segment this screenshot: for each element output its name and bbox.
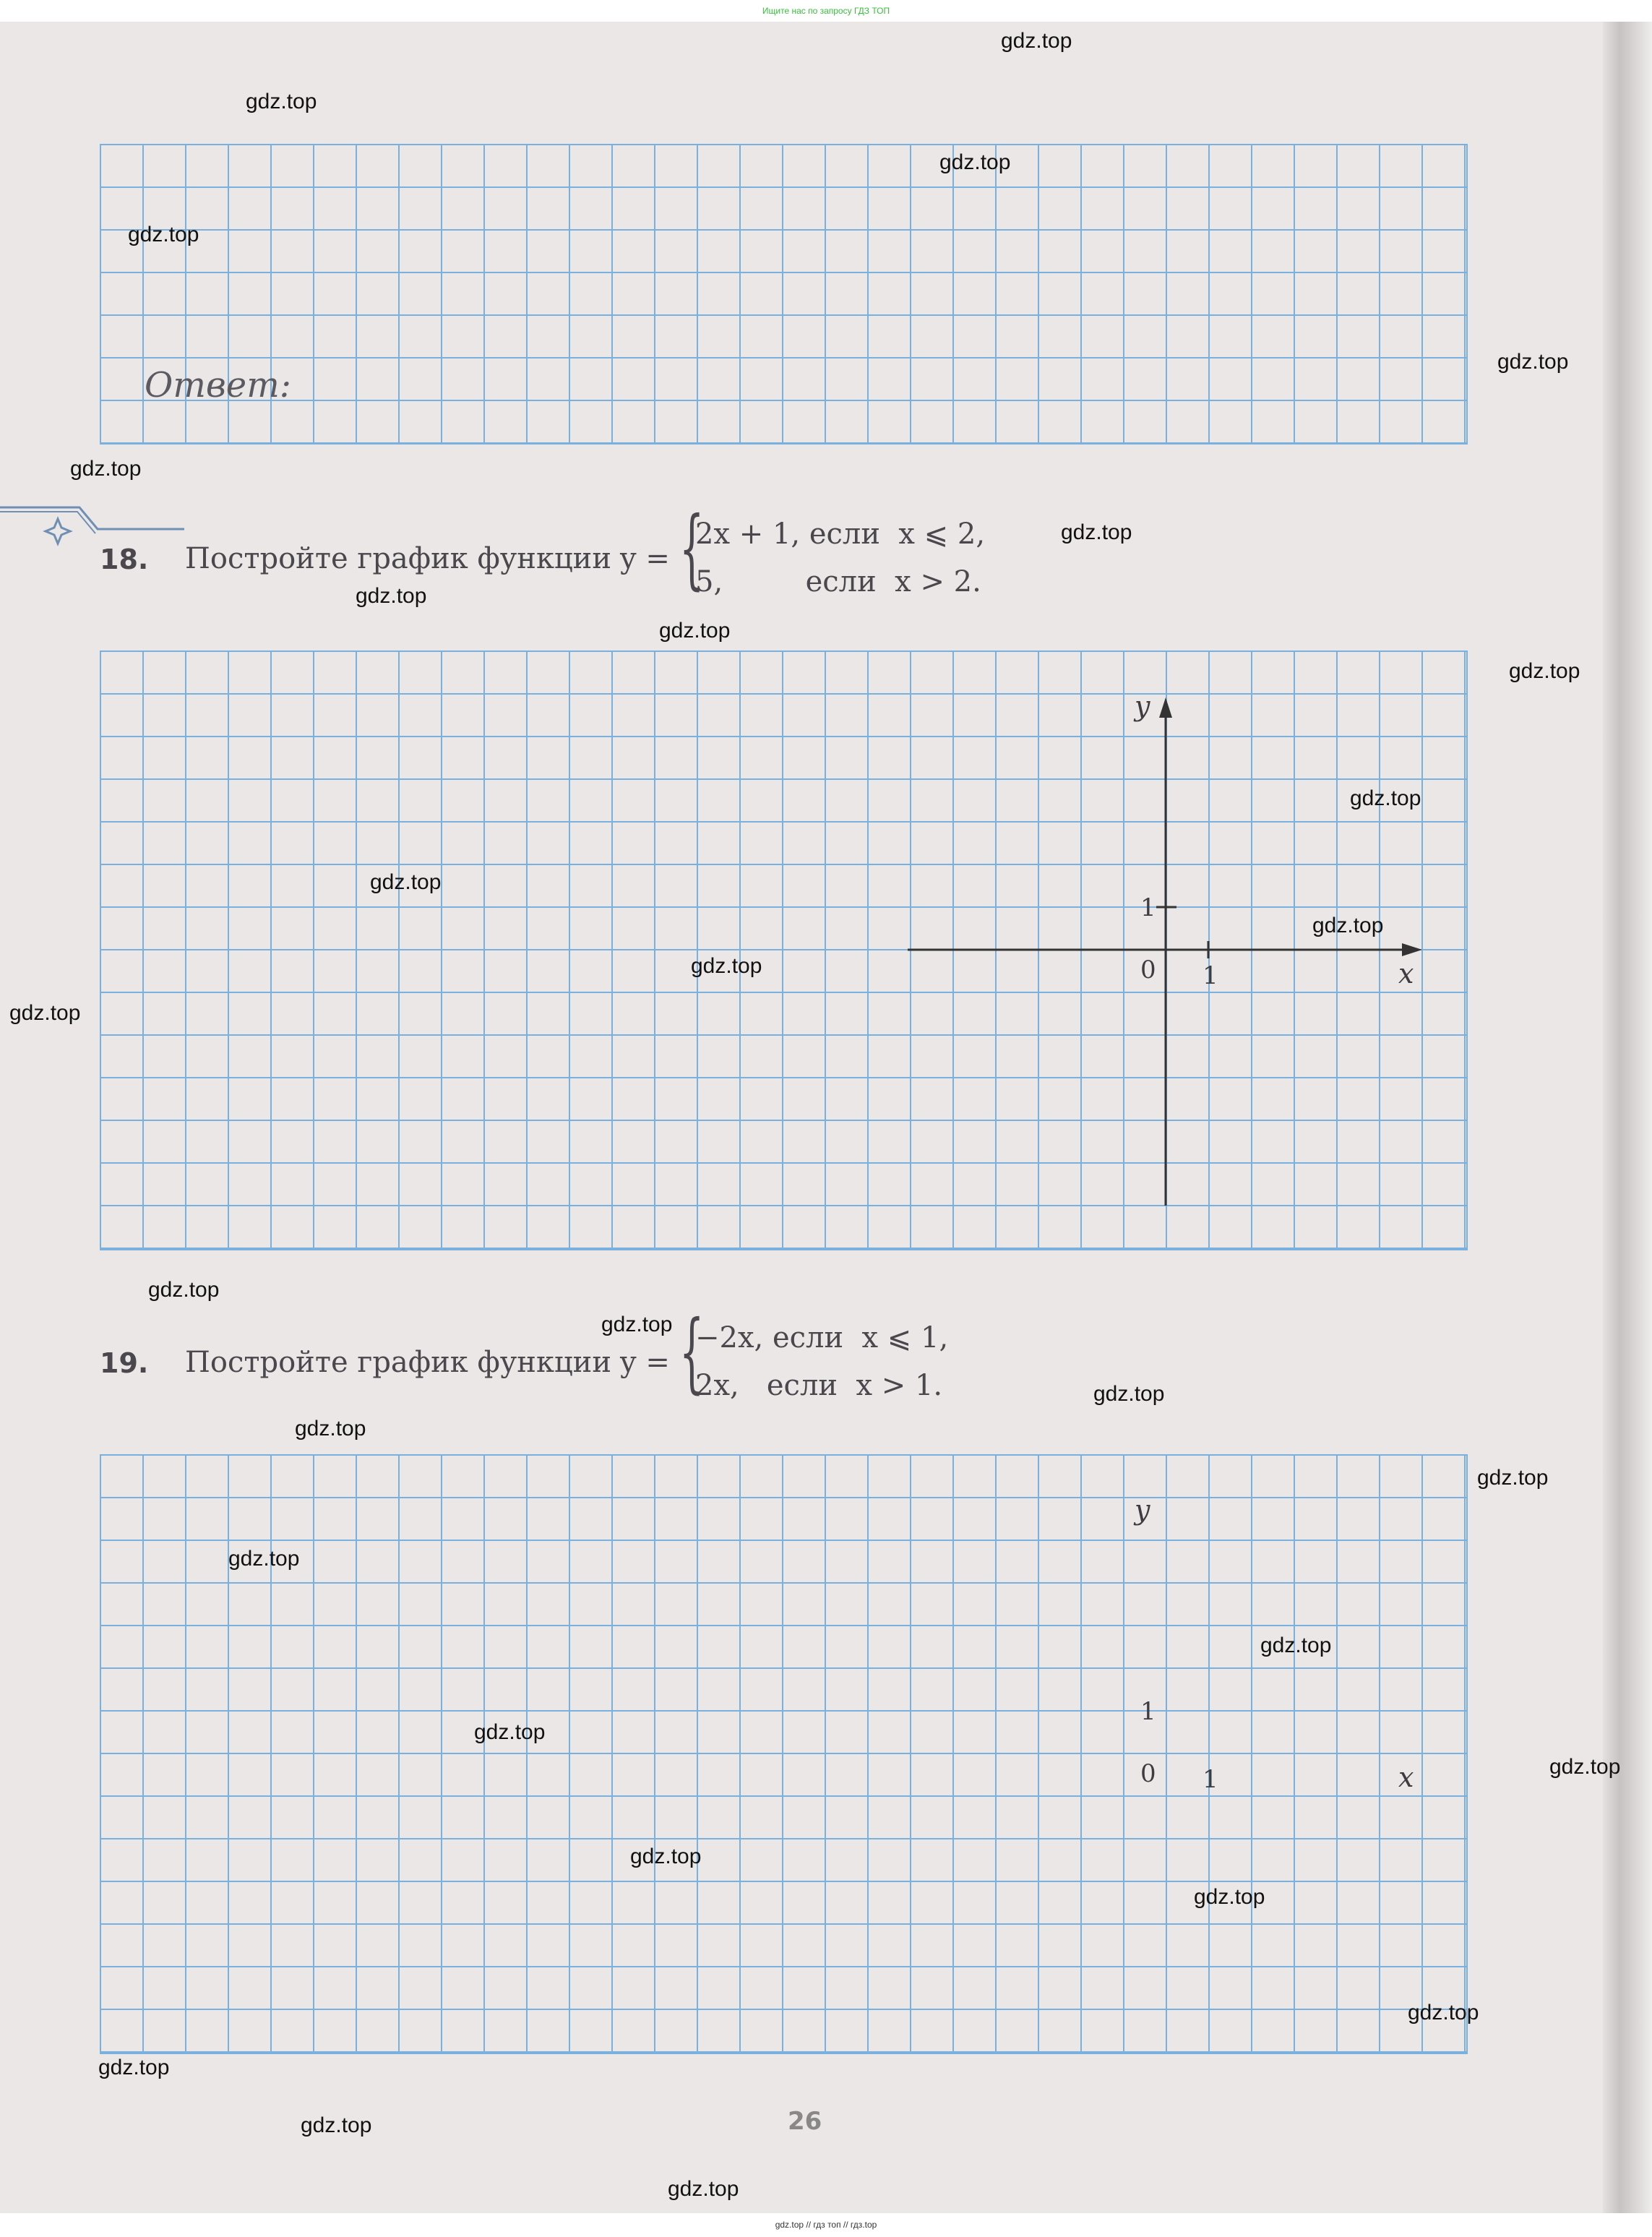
watermark: gdz.top [1497,350,1569,374]
watermark: gdz.top [939,150,1011,174]
watermark: gdz.top [246,90,317,113]
watermark: gdz.top [630,1845,702,1868]
watermark: gdz.top [659,619,731,643]
watermark: gdz.top [1477,1466,1549,1490]
problem-19-text: Постройте график функции [185,1346,611,1379]
watermark: gdz.top [1061,520,1132,544]
axis-x-label-18: x [1398,958,1414,989]
problem-18-case-2: 5, если x > 2. [695,565,981,598]
problem-18-number: 18. [100,544,149,575]
watermark: gdz.top [1312,914,1384,937]
watermark: gdz.top [128,223,199,246]
watermark: gdz.top [70,457,142,481]
problem-19-number: 19. [100,1347,149,1379]
watermark: gdz.top [301,2113,372,2137]
answer-label: Ответ: [145,365,291,405]
watermark: gdz.top [1408,2001,1479,2025]
watermark: gdz.top [98,2056,170,2079]
watermark: gdz.top [668,2177,739,2201]
problem-18-text: Постройте график функции [185,542,611,575]
watermark: gdz.top [474,1720,546,1744]
problem-19-case-1: −2x, если x ⩽ 1, [695,1321,949,1354]
watermark: gdz.top [1260,1633,1332,1657]
watermark: gdz.top [370,870,442,894]
watermark: gdz.top [1001,29,1072,53]
watermark: gdz.top [228,1547,300,1571]
watermark: gdz.top [356,584,427,608]
graph-grid-18 [100,651,1468,1250]
problem-18-brace: { [679,499,705,599]
problem-19-lhs: y = [620,1346,670,1379]
page-number: 26 [788,2107,822,2136]
axis-y-label-19: y [1135,1494,1150,1526]
book-spine-shadow [1603,22,1652,2213]
watermark: gdz.top [1093,1382,1165,1406]
graph-grid-19 [100,1454,1468,2054]
watermark: gdz.top [691,954,762,978]
watermark: gdz.top [295,1417,366,1440]
unit-x-label-19: 1 [1203,1765,1218,1794]
section-divider [0,499,188,549]
problem-19-case-2: 2x, если x > 1. [695,1369,943,1402]
top-banner[interactable]: Ищите нас по запросу ГДЗ ТОП [0,0,1652,22]
origin-label-18: 0 [1140,956,1156,984]
watermark: gdz.top [1549,1755,1621,1779]
axis-x-label-19: x [1398,1761,1414,1793]
origin-label-19: 0 [1140,1759,1156,1788]
watermark: gdz.top [148,1278,220,1302]
star-icon [46,519,70,544]
unit-x-label-18: 1 [1203,961,1218,990]
answer-grid [100,144,1468,445]
problem-18-lhs: y = [620,542,670,575]
watermark: gdz.top [1194,1885,1265,1909]
unit-y-label-19: 1 [1140,1697,1156,1726]
axis-y-label-18: y [1135,690,1150,722]
unit-y-label-18: 1 [1140,893,1156,922]
watermark: gdz.top [1350,786,1421,810]
problem-18-case-1: 2x + 1, если x ⩽ 2, [695,518,986,551]
watermark: gdz.top [9,1001,81,1025]
bottom-banner[interactable]: gdz.top // гдз топ // гдз.top [0,2213,1652,2237]
watermark: gdz.top [601,1313,673,1336]
problem-19-brace: { [679,1302,705,1403]
watermark: gdz.top [1509,659,1580,683]
